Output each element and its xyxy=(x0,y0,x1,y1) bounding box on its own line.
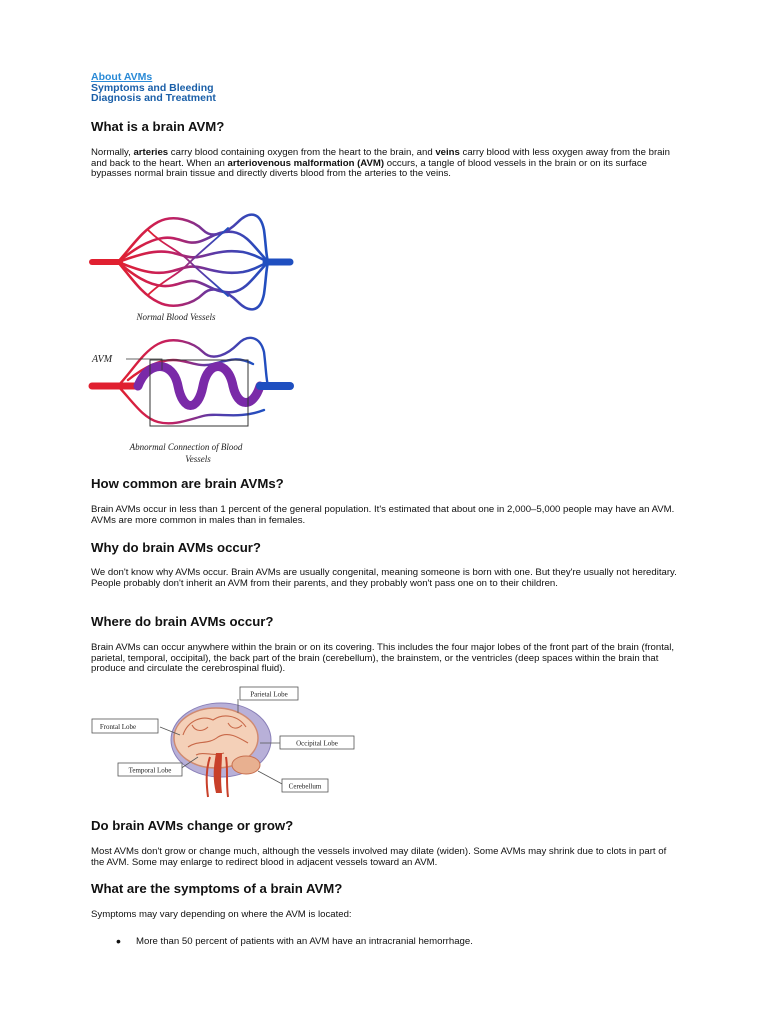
nav-link-about[interactable]: About AVMs xyxy=(91,71,153,83)
cerebellum-label: Cerebellum xyxy=(288,782,322,791)
bullet-hemorrhage: More than 50 percent of patients with an AVM have an intracranial hemorrhage. xyxy=(136,936,473,947)
heading-why-occur: Why do brain AVMs occur? xyxy=(91,540,261,555)
heading-symptoms: What are the symptoms of a brain AVM? xyxy=(91,881,343,896)
avm-label: AVM xyxy=(92,354,113,365)
parietal-lobe-label: Parietal Lobe xyxy=(250,690,288,699)
abnormal-vessels-caption-line2: Vessels xyxy=(185,454,211,464)
brain-lobes-figure xyxy=(88,685,360,809)
heading-change-grow: Do brain AVMs change or grow? xyxy=(91,818,294,833)
paragraph-change-grow: Most AVMs don't grow or change much, although the vessels involved may dilate (widen). Some AVMs may shrink due to clots in part of the AVM. Some may enlarge to redirect blood in adjacent vessels toward an AVM. xyxy=(91,846,667,868)
label-frontal-lobe xyxy=(92,719,158,733)
heading-where-occur: Where do brain AVMs occur? xyxy=(91,614,274,629)
frontal-lobe-label: Frontal Lobe xyxy=(99,723,137,731)
occipital-lobe-label: Occipital Lobe xyxy=(296,739,338,748)
heading-how-common: How common are brain AVMs? xyxy=(91,476,284,491)
paragraph-where-occur: Brain AVMs can occur anywhere within the brain or on its covering. This includes the four major lobes of the front part of the brain (frontal, parietal, temporal, occipital), the back part of the brain (cerebellum), the brainstem, or the ventricles (deep spaces within the brain that produce and circulate the cerebrospinal fluid). xyxy=(91,642,675,675)
nav-link-symptoms[interactable]: Symptoms and Bleeding xyxy=(91,81,214,94)
paragraph-symptoms: Symptoms may vary depending on where the AVM is located: xyxy=(91,909,352,920)
normal-blood-vessels-figure xyxy=(88,200,298,328)
label-parietal-lobe xyxy=(240,687,298,700)
bullet-marker: • xyxy=(116,933,121,949)
abnormal-blood-vessels-figure xyxy=(88,330,298,468)
paragraph-why-occur: We don't know why AVMs occur. Brain AVMs are usually congenital, meaning someone is born with one. But they're usually not hereditary. People probably don't inherit an AVM from their parents, and they probably won't pass one on to their children. xyxy=(91,567,677,589)
normal-vessels-caption: Normal Blood Vessels xyxy=(136,312,216,322)
nav-link-diagnosis[interactable]: Diagnosis and Treatment xyxy=(91,92,216,104)
section-nav xyxy=(91,72,216,104)
paragraph-how-common: Brain AVMs occur in less than 1 percent of the general population. It's estimated that about one in 2,000–5,000 people may have an AVM. AVMs are more common in males than in females. xyxy=(91,504,675,526)
label-cerebellum xyxy=(282,779,328,792)
heading-what-is-avm: What is a brain AVM? xyxy=(91,119,225,134)
abnormal-vessels-caption-line1: Abnormal Connection of Blood xyxy=(129,442,243,452)
label-occipital-lobe xyxy=(280,736,354,749)
paragraph-what-is-avm: Normally, arteries carry blood containing oxygen from the heart to the brain, and veins carry blood with less oxygen away from the brain and back to the heart. When an arteriovenous malformation (AVM) occurs, a tangle of blood vessels in the brain or on its surface bypasses normal brain tissue and directly diverts blood from the arteries to the veins. xyxy=(91,147,670,180)
label-temporal-lobe xyxy=(118,763,182,776)
temporal-lobe-label: Temporal Lobe xyxy=(128,766,172,775)
